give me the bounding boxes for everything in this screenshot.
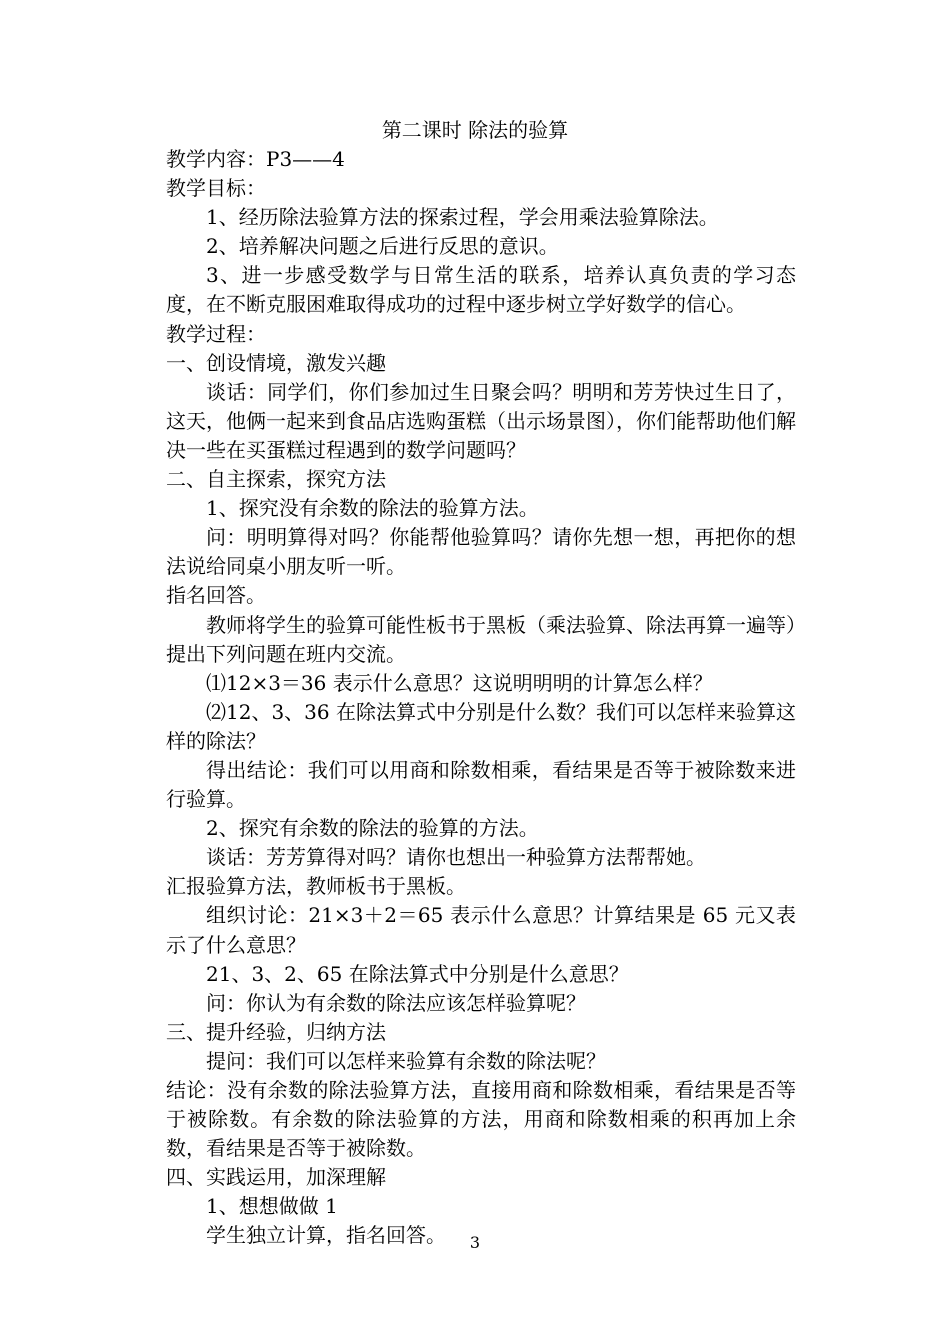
paragraph: 教学过程： (166, 321, 266, 346)
lesson-body (166, 145, 796, 1251)
paragraph: 问：明明算得对吗？你能帮他验算吗？请你先想一想，再把你的想法说给同桌小朋友听一听。 (166, 525, 796, 579)
paragraph: 教学目标： (166, 176, 266, 201)
paragraph: 提问：我们可以怎样来验算有余数的除法呢？ (206, 1048, 606, 1073)
paragraph: 三、提升经验，归纳方法 (166, 1019, 386, 1044)
paragraph: 二、自主探索，探究方法 (166, 467, 386, 492)
paragraph: 谈话：芳芳算得对吗？请你也想出一种验算方法帮帮她。 (206, 845, 706, 870)
paragraph: 四、实践运用，加深理解 (166, 1165, 386, 1190)
paragraph: 2、探究有余数的除法的验算的方法。 (206, 816, 539, 841)
paragraph: 1、想想做做 1 (206, 1194, 338, 1219)
paragraph: 1、经历除法验算方法的探索过程，学会用乘法验算除法。 (206, 205, 719, 230)
page-number: 3 (469, 1233, 481, 1252)
paragraph: 3、进一步感受数学与日常生活的联系，培养认真负责的学习态度，在不断克服困难取得成功的过程中逐步树立学好数学的信心。 (166, 263, 796, 317)
paragraph: ⑴12×3＝36 表示什么意思？这说明明明的计算怎么样？ (206, 670, 713, 695)
paragraph: 21、3、2、65 在除法算式中分别是什么意思？ (206, 961, 629, 986)
paragraph: 教师将学生的验算可能性板书于黑板（乘法验算、除法再算一遍等）提出下列问题在班内交流。 (166, 612, 796, 666)
paragraph: 得出结论：我们可以用商和除数相乘，看结果是否等于被除数来进行验算。 (166, 757, 796, 812)
paragraph: 教学内容：P3——4 (166, 147, 345, 171)
paragraph: 1、探究没有余数的除法的验算方法。 (206, 496, 539, 521)
paragraph: 一、创设情境，激发兴趣 (166, 350, 386, 375)
paragraph: 2、培养解决问题之后进行反思的意识。 (206, 234, 559, 259)
paragraph: 结论：没有余数的除法验算方法，直接用商和除数相乘，看结果是否等于被除数。有余数的除法验算的方法，用商和除数相乘的积再加上余数，看结果是否等于被除数。 (166, 1078, 796, 1161)
paragraph: 指名回答。 (166, 583, 266, 608)
paragraph: 问：你认为有余数的除法应该怎样验算呢？ (206, 990, 586, 1015)
paragraph: 学生独立计算，指名回答。 (206, 1223, 446, 1248)
paragraph: 汇报验算方法，教师板书于黑板。 (166, 874, 466, 899)
paragraph: 谈话：同学们，你们参加过生日聚会吗？明明和芳芳快过生日了，这天，他俩一起来到食品店选购蛋糕（出示场景图），你们能帮助他们解决一些在买蛋糕过程遇到的数学问题吗？ (166, 379, 796, 462)
paragraph: ⑵12、3、36 在除法算式中分别是什么数？我们可以怎样来验算这样的除法？ (166, 699, 796, 753)
lesson-title: 第二课时 除法的验算 (381, 118, 569, 142)
paragraph: 组织讨论：21×3＋2＝65 表示什么意思？计算结果是 65 元又表示了什么意思？ (166, 903, 796, 957)
